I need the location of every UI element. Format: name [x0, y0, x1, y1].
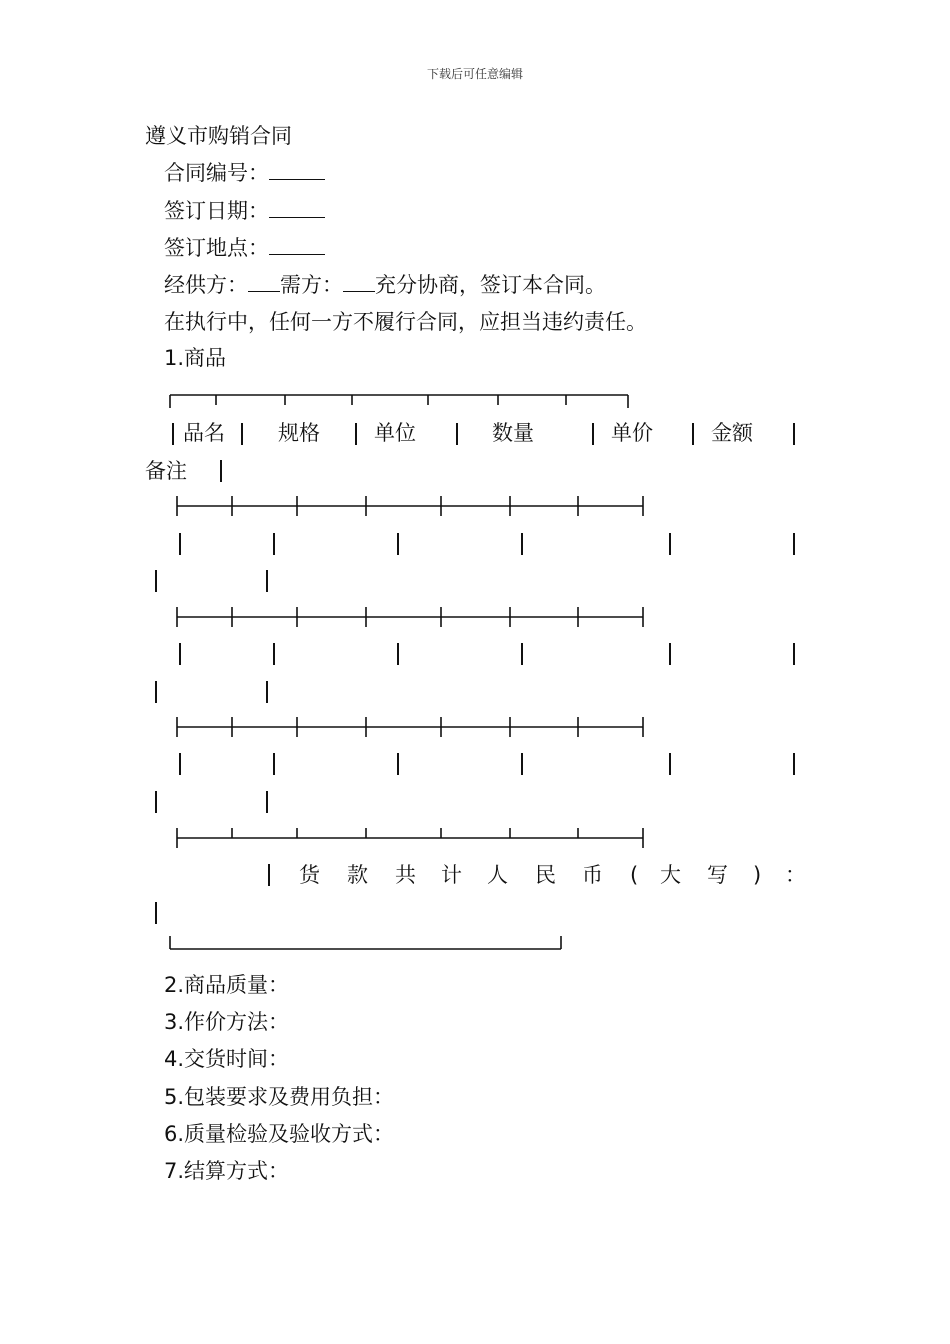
section-delivery-time: 4.交货时间： [164, 1047, 290, 1071]
table-border [355, 423, 357, 445]
sign-place-label: 签订地点： [164, 236, 269, 260]
total-char: 款 [347, 863, 368, 887]
table-border [793, 423, 795, 445]
cell-border [793, 753, 795, 775]
cell-border [179, 533, 181, 555]
total-char: 共 [395, 863, 416, 887]
total-char: 币 [582, 863, 603, 887]
cell-border [669, 643, 671, 665]
cell-border [669, 753, 671, 775]
total-char: 民 [535, 863, 556, 887]
header-unit: 单位 [374, 421, 416, 445]
total-char: 货 [299, 863, 320, 887]
section-packaging: 5.包装要求及费用负担： [164, 1085, 395, 1109]
document-title: 遵义市购销合同 [145, 124, 292, 148]
section-inspection: 6.质量检验及验收方式： [164, 1122, 395, 1146]
cell-border [266, 681, 268, 703]
total-char: ( [630, 863, 639, 887]
cell-border [521, 643, 523, 665]
section-goods-heading: 1.商品 [164, 346, 227, 370]
header-unit-price: 单价 [611, 421, 653, 445]
row-separator-3 [177, 717, 643, 737]
section-settlement: 7.结算方式： [164, 1159, 290, 1183]
header-name: 品名 [183, 421, 225, 445]
supplier-label: 经供方： [164, 273, 248, 297]
page-header: 下载后可任意编辑 [426, 67, 523, 81]
cell-border [273, 643, 275, 665]
header-spec: 规格 [278, 421, 320, 445]
table-border [268, 864, 270, 886]
table-border [155, 902, 157, 924]
row-separator-2 [177, 607, 643, 627]
table-border [692, 423, 694, 445]
cell-border [273, 533, 275, 555]
total-char: 计 [441, 863, 462, 887]
cell-border [397, 753, 399, 775]
parties-rest: 充分协商，签订本合同。 [375, 273, 606, 297]
cell-border [179, 753, 181, 775]
total-char: 大 [660, 863, 681, 887]
cell-border [266, 570, 268, 592]
liability-clause: 在执行中，任何一方不履行合同，应担当违约责任。 [164, 310, 647, 334]
total-char: 人 [487, 863, 508, 887]
header-remark: 备注 [145, 459, 187, 483]
cell-border [793, 533, 795, 555]
cell-border [521, 533, 523, 555]
cell-border [179, 643, 181, 665]
table-border [241, 423, 243, 445]
cell-border [397, 533, 399, 555]
row-separator-1 [177, 496, 643, 516]
header-quantity: 数量 [492, 421, 534, 445]
table-border [220, 460, 222, 482]
cell-border [397, 643, 399, 665]
total-char: ) [753, 863, 762, 887]
cell-border [273, 753, 275, 775]
cell-border [793, 643, 795, 665]
cell-border [266, 791, 268, 813]
section-quality: 2.商品质量： [164, 973, 290, 997]
table-border [592, 423, 594, 445]
cell-border [155, 681, 157, 703]
cell-border [521, 753, 523, 775]
table-border [456, 423, 458, 445]
cell-border [155, 570, 157, 592]
header-amount: 金额 [711, 421, 753, 445]
table-border [172, 423, 174, 445]
row-separator-4 [177, 828, 643, 848]
total-char: ： [785, 863, 806, 887]
cell-border [155, 791, 157, 813]
buyer-label: 需方： [280, 273, 343, 297]
total-char: 写 [707, 863, 728, 887]
sign-date-label: 签订日期： [164, 199, 269, 223]
contract-number-label: 合同编号： [164, 161, 269, 185]
section-pricing-method: 3.作价方法： [164, 1010, 290, 1034]
cell-border [669, 533, 671, 555]
